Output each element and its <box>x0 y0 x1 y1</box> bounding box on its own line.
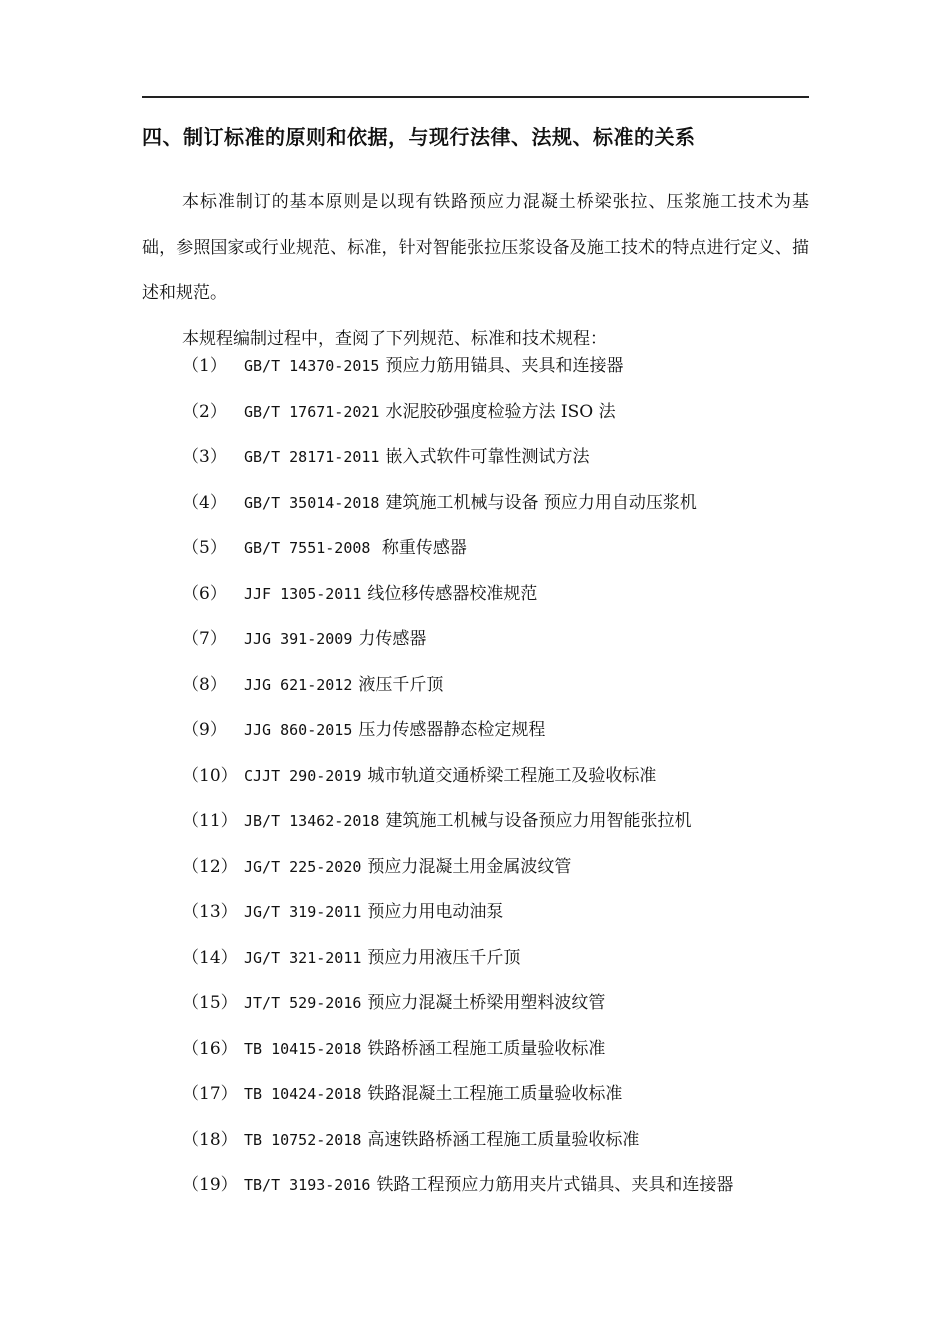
reference-number: （16） <box>182 1038 238 1059</box>
reference-code: TB 10424-2018 <box>244 1085 362 1103</box>
reference-code: JG/T 321-2011 <box>244 948 362 967</box>
reference-number: （9） <box>182 720 227 740</box>
reference-number: （11） <box>182 811 238 831</box>
reference-title: 铁路混凝土工程施工质量验收标准 <box>367 1084 623 1104</box>
reference-item <box>142 1072 822 1118</box>
reference-code: GB/T 17671-2021 <box>244 402 380 421</box>
reference-code: JJG 391-2009 <box>244 630 353 648</box>
reference-item <box>142 890 822 936</box>
reference-number: （13） <box>182 902 238 922</box>
reference-number: （7） <box>182 629 227 649</box>
reference-code: TB 10752-2018 <box>244 1130 362 1149</box>
reference-title: 液压千斤顶 <box>358 674 444 695</box>
reference-title: 建筑施工机械与设备预应力用智能张拉机 <box>385 811 692 831</box>
reference-number: （5） <box>182 538 227 558</box>
header-rule <box>142 96 809 98</box>
references-intro-paragraph: 本规程编制过程中，查阅了下列规范、标准和技术规程： <box>182 329 607 349</box>
reference-title: 城市轨道交通桥梁工程施工及验收标准 <box>367 765 657 786</box>
principle-paragraph: 本标准制订的基本原则是以现有铁路预应力混凝土桥梁张拉、压浆施工技术为基础，参照国家或行业规范、标准，针对智能张拉压浆设备及施工技术的特点进行定义、描述和规范。 <box>142 192 809 303</box>
reference-number: （4） <box>182 492 227 513</box>
reference-title: 铁路桥涵工程施工质量验收标准 <box>367 1038 606 1059</box>
reference-code: TB 10415-2018 <box>244 1039 362 1058</box>
reference-item <box>142 708 822 754</box>
reference-list <box>142 344 822 1209</box>
reference-item <box>142 845 822 891</box>
reference-title: 力传感器 <box>358 629 427 649</box>
reference-title: 线位移传感器校准规范 <box>367 583 538 604</box>
reference-title: 预应力用液压千斤顶 <box>367 947 521 968</box>
reference-item <box>142 1163 822 1209</box>
reference-number: （12） <box>182 856 238 877</box>
reference-code: GB/T 7551-2008 <box>244 539 371 557</box>
reference-item <box>142 344 822 390</box>
reference-number: （10） <box>182 765 238 786</box>
reference-title: 预应力筋用锚具、夹具和连接器 <box>385 356 624 376</box>
reference-item <box>142 617 822 663</box>
reference-title: 高速铁路桥涵工程施工质量验收标准 <box>367 1129 640 1150</box>
reference-code: JG/T 225-2020 <box>244 857 362 876</box>
reference-title: 建筑施工机械与设备 预应力用自动压浆机 <box>385 492 697 513</box>
reference-code: GB/T 14370-2015 <box>244 357 380 375</box>
reference-code: JB/T 13462-2018 <box>244 812 380 830</box>
reference-code: GB/T 28171-2011 <box>244 448 380 466</box>
reference-code: JT/T 529-2016 <box>244 994 362 1012</box>
reference-item <box>142 936 822 982</box>
reference-number: （17） <box>182 1084 238 1104</box>
reference-code: JJG 860-2015 <box>244 721 353 739</box>
reference-number: （15） <box>182 993 238 1013</box>
reference-item <box>142 526 822 572</box>
reference-code: JG/T 319-2011 <box>244 903 362 921</box>
reference-code: JJG 621-2012 <box>244 675 353 694</box>
reference-item <box>142 1118 822 1164</box>
reference-code: CJJT 290-2019 <box>244 766 362 785</box>
reference-code: JJF 1305-2011 <box>244 584 362 603</box>
reference-item <box>142 663 822 709</box>
reference-number: （14） <box>182 947 238 968</box>
reference-number: （3） <box>182 447 227 467</box>
reference-title: 预应力混凝土用金属波纹管 <box>367 856 572 877</box>
reference-title: 压力传感器静态检定规程 <box>358 720 546 740</box>
reference-item <box>142 1027 822 1073</box>
reference-title: 预应力混凝土桥梁用塑料波纹管 <box>367 993 606 1013</box>
reference-title: 嵌入式软件可靠性测试方法 <box>385 447 590 467</box>
reference-number: （2） <box>182 401 227 422</box>
reference-number: （19） <box>182 1175 238 1195</box>
reference-code: GB/T 35014-2018 <box>244 493 380 512</box>
reference-item <box>142 981 822 1027</box>
reference-item <box>142 390 822 436</box>
reference-title: 铁路工程预应力筋用夹片式锚具、夹具和连接器 <box>376 1175 734 1195</box>
reference-item <box>142 754 822 800</box>
reference-number: （6） <box>182 583 227 604</box>
reference-item <box>142 572 822 618</box>
reference-title: 预应力用电动油泵 <box>367 902 504 922</box>
reference-number: （1） <box>182 356 227 376</box>
reference-item <box>142 435 822 481</box>
reference-number: （8） <box>182 674 227 695</box>
reference-item <box>142 799 822 845</box>
reference-item <box>142 481 822 527</box>
reference-code: TB/T 3193-2016 <box>244 1176 371 1194</box>
reference-number: （18） <box>182 1129 238 1150</box>
section-heading: 四、制订标准的原则和依据，与现行法律、法规、标准的关系 <box>142 125 696 149</box>
reference-title: 水泥胶砂强度检验方法 ISO 法 <box>385 401 616 422</box>
reference-title: 称重传感器 <box>376 538 467 558</box>
